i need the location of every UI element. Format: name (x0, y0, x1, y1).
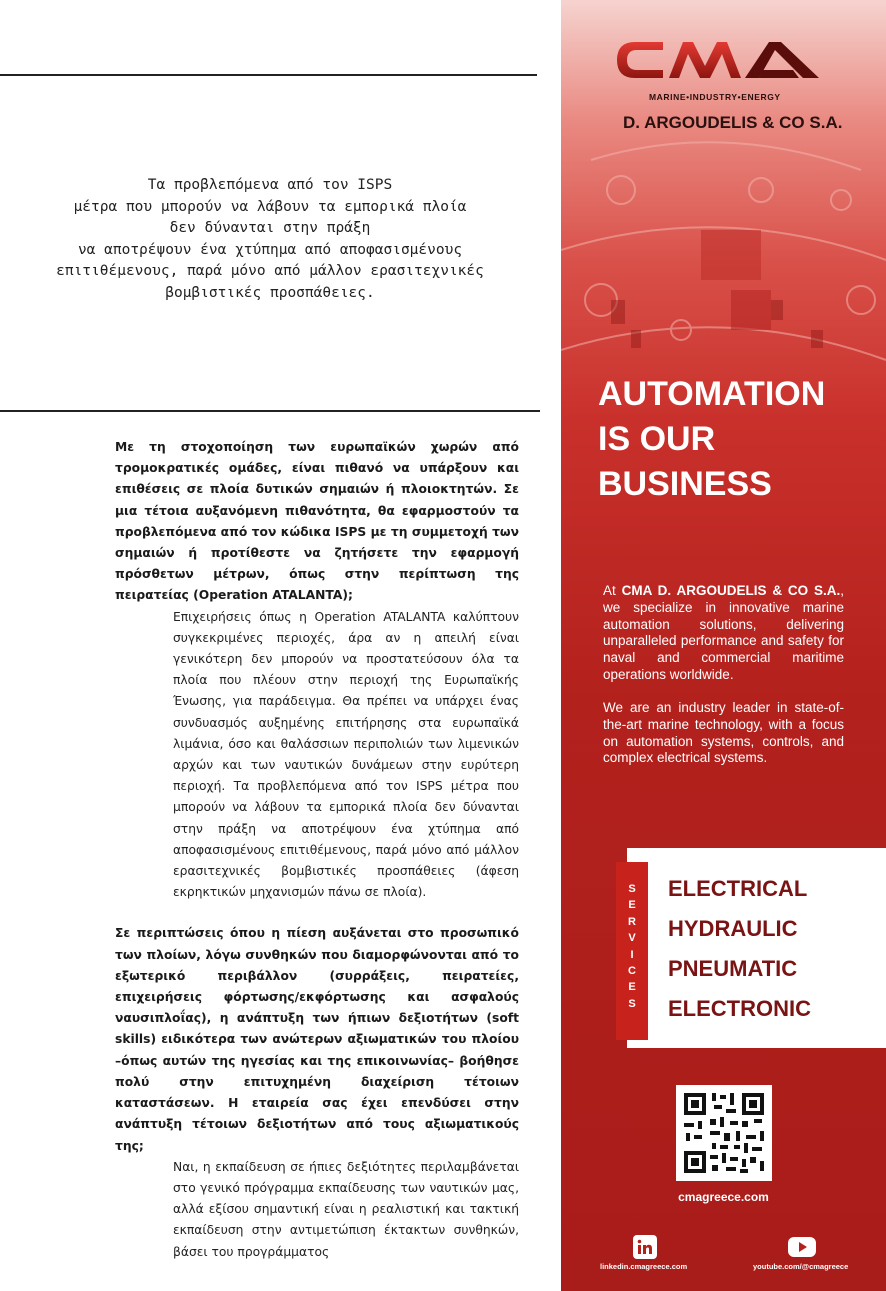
ad-headline (598, 372, 825, 507)
services-letter: E (628, 899, 636, 912)
interview-question: Με τη στοχοποίηση των ευρωπαϊκών χωρών από τρομοκρατικές ομάδες, είναι πιθανό να υπάρξουν και επιθέσεις σε πλοία δυτικών σημαιών ή πλοιοκτητών. Σε μια τέτοια αυξανόμενη πιθανότητα, θα εφαρμοστούν τα προβλεπόμενα από τον κώδικα ISPS με τη συμμετοχή των σημαιών ή προτίθεστε να ζητήσετε την εφαρμογή πρόσθετων μέτρων, όπως στην περίπτωση της πειρατείας (Operation ATALANTA); (115, 440, 519, 603)
services-letter: E (628, 981, 636, 994)
intro-rest: , we specialize in innovative marine automation solutions, delivering unparalleled performance and safety for naval and commercial maritime operations worldwide. (603, 583, 844, 682)
qr-code[interactable] (676, 1085, 772, 1181)
company-name: D. ARGOUDELIS & CO S.A. (623, 113, 843, 132)
interview-question: Σε περιπτώσεις όπου η πίεση αυξάνεται στο προσωπικό των πλοίων, λόγω συνθηκών που διαμορφώνονται από το εξωτερικό περιβάλλον (συρράξεις, πειρατείες, επιχειρήσεις φόρτωσης/εκφόρτωσης και ασφαλούς ναυσιπλοΐας), η ανάπτυξη των ήπιων δεξιοτήτων (soft skills) ειδικότερα των ανώτερων αξιωματικών του πλοίου –όπως αυτών της ηγεσίας και της επικοινωνίας– βοήθησε πολύ στην επιτυχημένη διαχείριση τέτοιων καταστάσεων. Η εταιρεία σας έχει επενδύσει στην ανάπτυξη τέτοιων δεξιοτήτων από τους αξιωματικούς της; (115, 926, 519, 1153)
intro-company: CMA D. ARGOUDELIS & CO S.A. (621, 583, 841, 598)
services-letter: S (628, 883, 636, 895)
logo-tagline: MARINE•INDUSTRY•ENERGY (649, 92, 781, 102)
service-pneumatic: PNEUMATIC (668, 956, 798, 981)
services-label (616, 881, 648, 1012)
service-electronic: ELECTRONIC (668, 996, 811, 1021)
pullquote-line: μέτρα που μπορούν να λάβουν τα εμπορικά πλοία (73, 198, 467, 215)
services-letter: S (628, 997, 636, 1010)
interview-answer: Ναι, η εκπαίδευση σε ήπιες δεξιότητες περιλαμβάνεται στο γενικό πρόγραμμα εκπαίδευσης των ναυτικών μας, αλλά εξίσου σημαντική είναι η ρεαλιστική και τακτική εκπαίδευση στην αντιμετώπιση έκτακτων συνθηκών, βάσει του προγράμματος (173, 1159, 519, 1259)
pullquote-bottom-rule (0, 410, 540, 412)
pullquote-line: δεν δύνανται στην πράξη (169, 220, 371, 236)
interview-answer: Επιχειρήσεις όπως η Operation ATALANTA καλύπτουν συγκεκριμένες περιοχές, άρα αν η απειλή είναι γενικότερη δεν μπορούν να προστατεύσουν όλα τα πλοία που πλέουν στην περιοχή της Ευρωπαϊκής Ένωσης, για παράδειγμα. Θα πρέπει να υπάρχει ένας συνδυασμός αυξημένης επιτήρησης στα ευρωπαϊκά λιμάνια, όσο και θαλάσσιων περιπολιών των λιμενικών αρχών και των ναυτικών δυνάμεων στην ευρύτερη περιοχή. Τα προβλεπόμενα από τον ISPS μέτρα που μπορούν να λάβουν τα εμπορικά πλοία δεν δύνανται στην πράξη να αποτρέψουν ένα χτύπημα από αποφασισμένους επιτιθέμενους, παρά μόνο από μάλλον ερασιτεχνικές βομβιστικές προσπάθειες (άφεση εκρηκτικών μηχανισμών πάνω σε πλοία). (173, 609, 519, 900)
pullquote-line: να αποτρέψουν ένα χτύπημα από αποφασισμένους (77, 241, 463, 258)
headline-line: IS OUR (598, 420, 716, 458)
linkedin-link[interactable]: linkedin.cmagreece.com (600, 1262, 688, 1271)
cma-logo (613, 36, 823, 96)
ad-paragraph-leader: We are an industry leader in state-of-the-art marine technology, with a focus on automation systems, controls, and complex electrical systems. (603, 700, 844, 766)
youtube-link[interactable]: youtube.com/@cmagreece (753, 1262, 849, 1271)
headline-line: AUTOMATION (598, 375, 826, 413)
service-electrical: ELECTRICAL (668, 876, 808, 901)
headline-line: BUSINESS (598, 465, 772, 503)
intro-prefix: At (603, 583, 622, 598)
services-letter: C (628, 964, 636, 977)
services-letter: R (628, 915, 636, 928)
ad-paragraph-intro (603, 583, 844, 684)
top-rule (0, 74, 537, 76)
pullquote-line: επιτιθέμενους, παρά μόνο από μάλλον ερασιτεχνικές (56, 263, 484, 279)
cma-advertisement (561, 0, 886, 1291)
pullquote-line: βομβιστικές προσπάθειες. (165, 284, 375, 301)
linkedin-icon[interactable] (633, 1235, 657, 1259)
pull-quote (0, 175, 540, 304)
pullquote-line: Τα προβλεπόμενα από τον ISPS (147, 177, 393, 193)
website-link[interactable]: cmagreece.com (678, 1190, 769, 1204)
youtube-icon[interactable] (788, 1237, 816, 1257)
services-letter: I (630, 948, 634, 961)
service-hydraulic: HYDRAULIC (668, 916, 798, 941)
article-body (115, 437, 519, 1263)
services-letter: V (628, 932, 636, 945)
